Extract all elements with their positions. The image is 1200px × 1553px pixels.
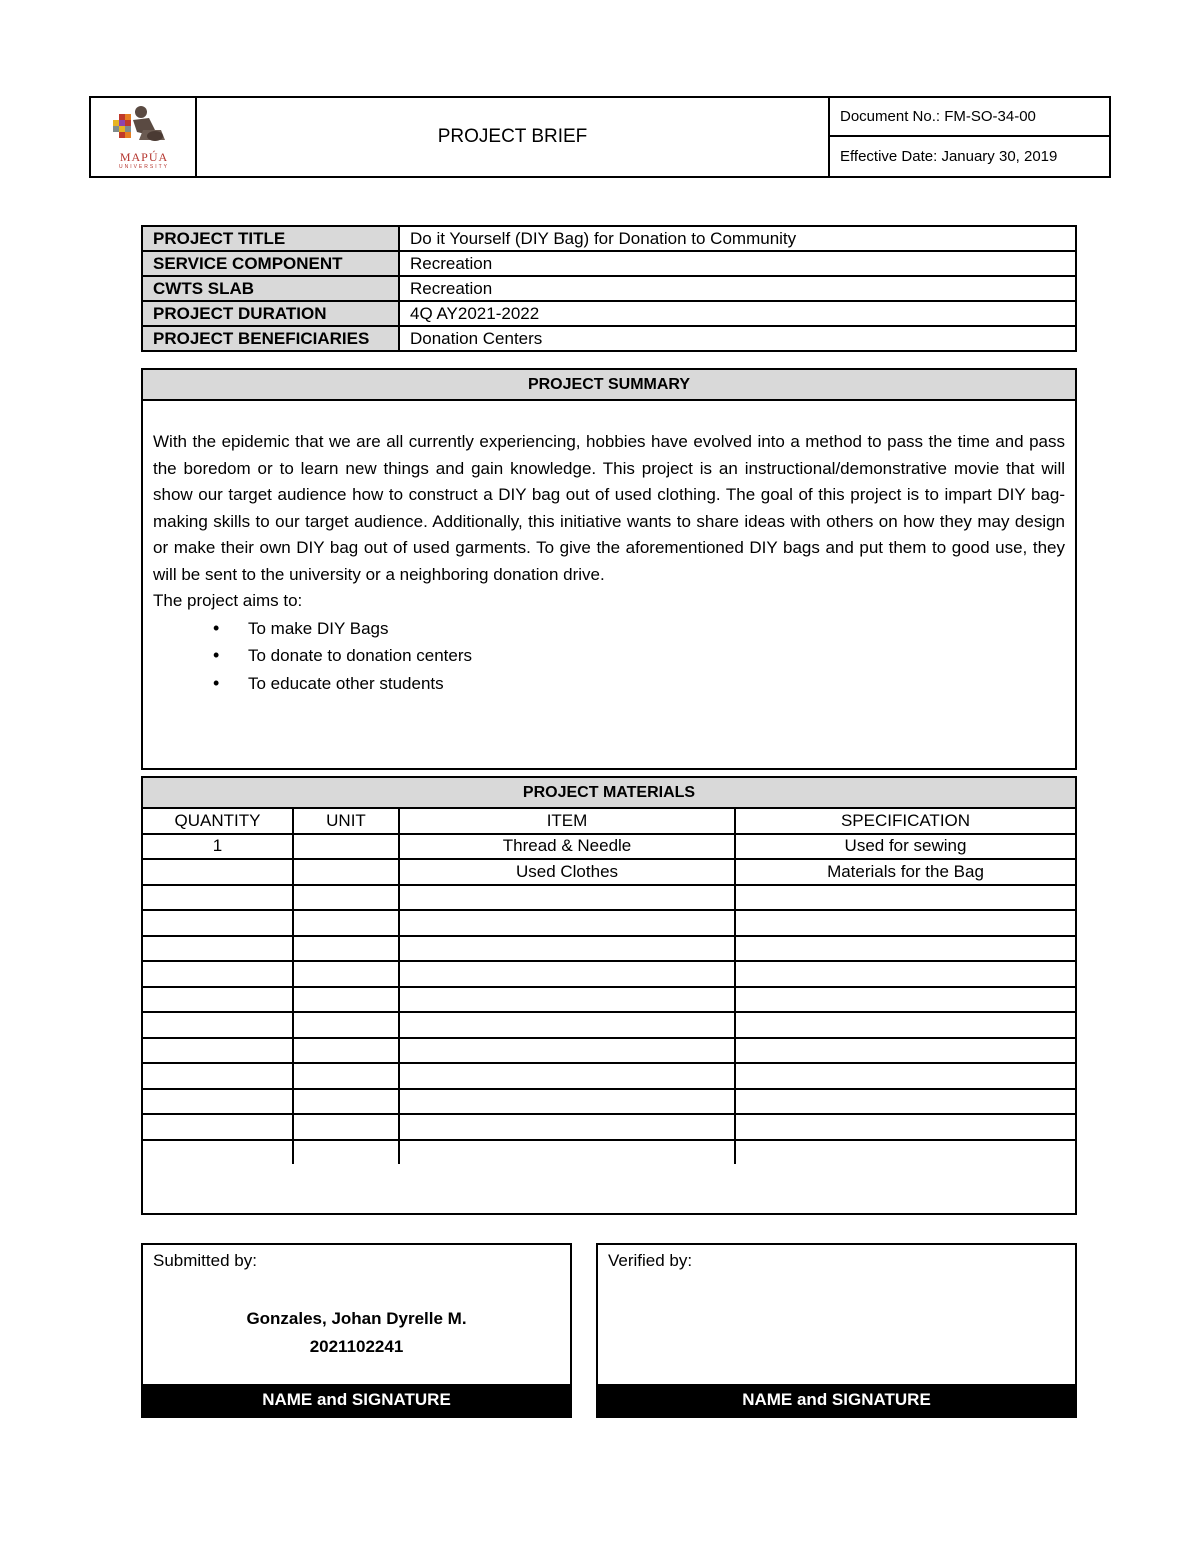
logo-subtext: UNIVERSITY <box>118 164 169 170</box>
table-row <box>143 1063 1075 1089</box>
table-cell <box>293 961 399 987</box>
table-cell <box>399 1038 735 1064</box>
table-cell <box>399 1012 735 1038</box>
info-label: SERVICE COMPONENT <box>142 251 399 276</box>
table-cell <box>735 1114 1075 1140</box>
project-info-table <box>141 225 1077 352</box>
table-cell <box>143 910 293 936</box>
table-cell <box>143 1063 293 1089</box>
table-cell <box>735 936 1075 962</box>
info-label: PROJECT TITLE <box>142 226 399 251</box>
table-cell: 1 <box>143 834 293 860</box>
info-label: PROJECT BENEFICIARIES <box>142 326 399 351</box>
info-value: Do it Yourself (DIY Bag) for Donation to Community <box>399 226 1076 251</box>
summary-heading: PROJECT SUMMARY <box>143 370 1075 401</box>
verified-by-label: Verified by: <box>608 1251 693 1270</box>
table-cell <box>293 910 399 936</box>
table-cell <box>143 1140 293 1165</box>
table-cell <box>399 1140 735 1165</box>
table-row <box>143 910 1075 936</box>
name-signature-bar: NAME and SIGNATURE <box>143 1384 570 1416</box>
summary-paragraph: With the epidemic that we are all currently experiencing, hobbies have evolved into a method to pass the time and pass the boredom or to learn new things and gain knowledge. This project is an instructional/demonstrative movie that will show our target audience how to construct a DIY bag out of used clothing. The goal of this project is to impart DIY bag-making skills to our target audience. Additionally, this initiative wants to share ideas with others on how they may design or make their own DIY bag out of used garments. To give the aforementioned DIY bags and put them to good use, they will be sent to the university or a neighboring donation drive. <box>153 432 1065 584</box>
table-cell <box>735 910 1075 936</box>
table-row <box>143 885 1075 911</box>
name-signature-bar: NAME and SIGNATURE <box>598 1384 1075 1416</box>
table-cell <box>735 1063 1075 1089</box>
table-cell <box>143 961 293 987</box>
info-row <box>142 326 1076 351</box>
table-row <box>143 936 1075 962</box>
table-row <box>143 1140 1075 1165</box>
materials-heading: PROJECT MATERIALS <box>143 778 1075 809</box>
table-cell: Materials for the Bag <box>735 859 1075 885</box>
table-row <box>143 987 1075 1013</box>
info-row <box>142 301 1076 326</box>
project-summary-section <box>141 368 1077 770</box>
column-header: QUANTITY <box>143 809 293 834</box>
table-cell <box>293 1089 399 1115</box>
table-cell <box>143 1114 293 1140</box>
info-row <box>142 251 1076 276</box>
info-value: Recreation <box>399 251 1076 276</box>
table-cell <box>143 936 293 962</box>
table-cell <box>293 1114 399 1140</box>
table-row <box>143 859 1075 885</box>
table-cell <box>399 885 735 911</box>
table-cell <box>293 1038 399 1064</box>
project-materials-section <box>141 776 1077 1215</box>
summary-body <box>143 401 1075 697</box>
table-cell <box>143 987 293 1013</box>
info-value: Donation Centers <box>399 326 1076 351</box>
table-cell <box>399 1063 735 1089</box>
table-cell <box>293 859 399 885</box>
table-cell <box>735 1089 1075 1115</box>
table-row <box>143 1038 1075 1064</box>
table-cell <box>735 961 1075 987</box>
info-row <box>142 276 1076 301</box>
document-title: PROJECT BRIEF <box>197 98 830 176</box>
table-cell <box>399 910 735 936</box>
column-header: ITEM <box>399 809 735 834</box>
table-cell <box>293 936 399 962</box>
aim-item: • To donate to donation centers <box>153 642 1065 670</box>
table-row <box>143 961 1075 987</box>
column-header: UNIT <box>293 809 399 834</box>
effective-date: Effective Date: January 30, 2019 <box>840 148 1058 165</box>
table-cell <box>735 1038 1075 1064</box>
table-cell <box>293 834 399 860</box>
table-cell <box>293 987 399 1013</box>
logo-emblem-icon <box>91 100 197 152</box>
table-cell <box>735 987 1075 1013</box>
table-cell <box>735 1012 1075 1038</box>
table-cell: Thread & Needle <box>399 834 735 860</box>
table-row <box>143 1114 1075 1140</box>
submitted-by-label: Submitted by: <box>153 1251 257 1270</box>
table-cell <box>735 885 1075 911</box>
submitter-id: 2021102241 <box>309 1337 404 1356</box>
submitter-block <box>143 1305 570 1361</box>
info-value: Recreation <box>399 276 1076 301</box>
table-cell <box>293 1012 399 1038</box>
table-cell: Used Clothes <box>399 859 735 885</box>
aims-list <box>153 615 1065 698</box>
info-label: PROJECT DURATION <box>142 301 399 326</box>
table-cell <box>143 1012 293 1038</box>
table-cell <box>399 1089 735 1115</box>
info-row <box>142 226 1076 251</box>
table-cell: Used for sewing <box>735 834 1075 860</box>
table-cell <box>735 1140 1075 1165</box>
table-cell <box>293 885 399 911</box>
submitter-name: Gonzales, Johan Dyrelle M. <box>246 1309 467 1328</box>
aims-lead: The project aims to: <box>153 591 303 610</box>
aim-item: • To educate other students <box>153 670 1065 698</box>
document-header <box>89 96 1111 178</box>
verified-by-box <box>596 1243 1077 1418</box>
document-number: Document No.: FM-SO-34-00 <box>830 98 1109 137</box>
university-logo <box>91 98 197 176</box>
table-cell <box>399 936 735 962</box>
table-cell <box>293 1140 399 1165</box>
info-label: CWTS SLAB <box>142 276 399 301</box>
submitted-by-box <box>141 1243 572 1418</box>
logo-wordmark: MAPÚA <box>119 150 169 164</box>
table-cell <box>143 859 293 885</box>
materials-header-row <box>143 809 1075 834</box>
table-row <box>143 834 1075 860</box>
table-row <box>143 1089 1075 1115</box>
info-value: 4Q AY2021-2022 <box>399 301 1076 326</box>
table-cell <box>399 1114 735 1140</box>
table-cell <box>399 961 735 987</box>
table-row <box>143 1012 1075 1038</box>
aim-item: • To make DIY Bags <box>153 615 1065 643</box>
table-cell <box>293 1063 399 1089</box>
table-cell <box>143 1089 293 1115</box>
table-cell <box>143 1038 293 1064</box>
materials-table <box>143 809 1075 1164</box>
table-cell <box>399 987 735 1013</box>
table-cell <box>143 885 293 911</box>
column-header: SPECIFICATION <box>735 809 1075 834</box>
